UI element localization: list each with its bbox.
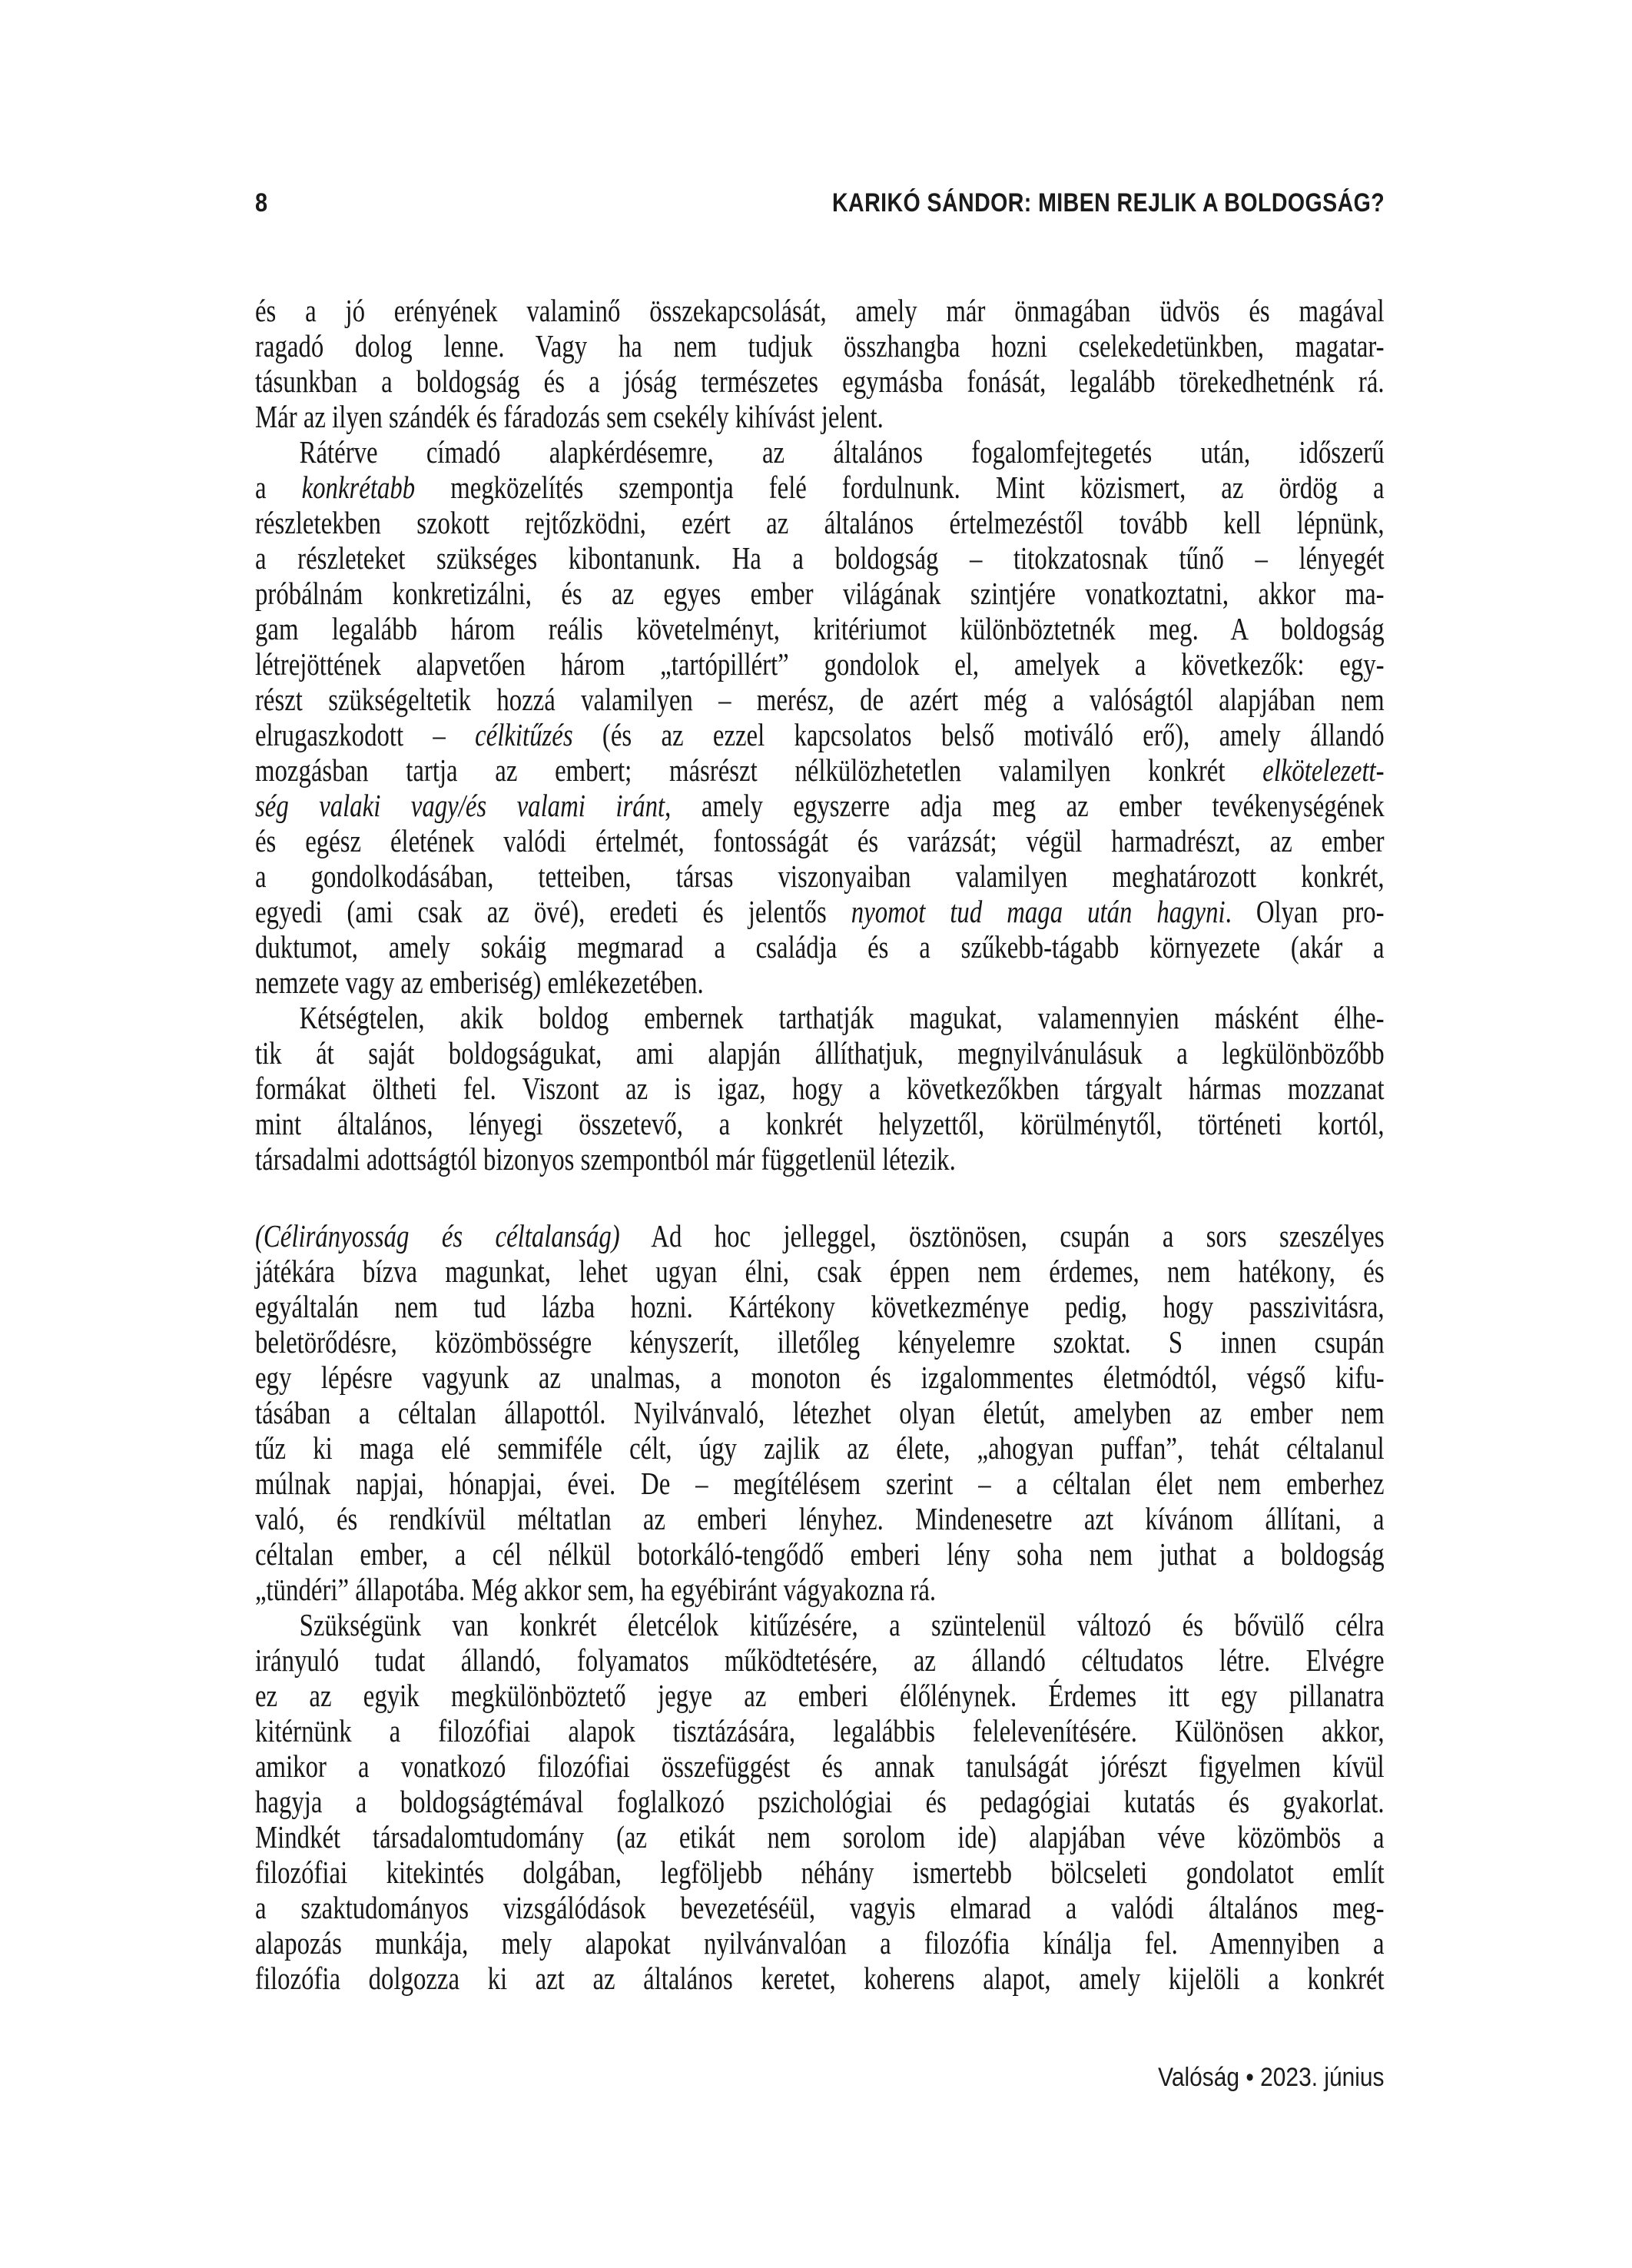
text-run: Ad hoc jelleggel, ösztönösen, csupán a sors szeszélyes bbox=[619, 1218, 1385, 1254]
text-run: filozófiai kitekintés dolgában, legföljebb néhány ismertebb bölcseleti gondolatot említ bbox=[255, 1855, 1385, 1890]
text-line bbox=[255, 1035, 1385, 1071]
italic-text-run: konkrétabb bbox=[301, 470, 416, 505]
text-run: amikor a vonatkozó filozófiai összefüggést és annak tanulságát jórészt figyelmen kívül bbox=[255, 1748, 1385, 1784]
text-run: mozgásban tartja az embert; másrészt nélkülözhetetlen valamilyen konkrét bbox=[255, 752, 1263, 788]
text-run: tásában a céltalan állapottól. Nyilvánvaló, létezhet olyan életút, amelyben az ember nem bbox=[255, 1395, 1385, 1430]
text-line bbox=[255, 1466, 1385, 1501]
text-run: a gondolkodásában, tetteiben, társas viszonyaiban valamilyen meghatározott konkrét, bbox=[255, 858, 1385, 894]
text-run: egyáltalán nem tud lázba hozni. Kártékony következménye pedig, hogy passzivitásra, bbox=[255, 1289, 1385, 1324]
paragraph bbox=[255, 434, 1385, 1000]
text-line bbox=[255, 293, 1385, 328]
text-line bbox=[255, 434, 1385, 470]
text-run: kitérnünk a filozófiai alapok tisztázására, legalábbis felelevenítésére. Különösen akkor, bbox=[255, 1713, 1385, 1748]
text-line bbox=[255, 894, 1385, 929]
text-line bbox=[255, 823, 1385, 858]
italic-text-run: (Célirányosság és céltalanság) bbox=[255, 1218, 620, 1254]
text-run: alapozás munkája, mely alapokat nyilvánvalóan a filozófia kínálja fel. Amennyiben a bbox=[255, 1925, 1385, 1961]
text-run: egyedi (ami csak az övé), eredeti és jelentős bbox=[255, 894, 851, 929]
paragraph bbox=[255, 293, 1385, 434]
text-column bbox=[255, 293, 1385, 1996]
text-run: múlnak napjai, hónapjai, évei. De – megítélésem szerint – a céltalan élet nem emberhez bbox=[255, 1466, 1385, 1501]
text-run: tik át saját boldogságukat, ami alapján állíthatjuk, megnyilvánulásuk a legkülönbözőbb bbox=[255, 1035, 1385, 1071]
text-line bbox=[255, 1961, 1385, 1996]
text-run: . Olyan pro- bbox=[1225, 894, 1385, 929]
text-line bbox=[255, 505, 1385, 540]
text-run: gam legalább három reális követelményt, kritériumot különböztetnék meg. A boldogság bbox=[255, 611, 1385, 646]
text-line bbox=[255, 1141, 1385, 1177]
text-line bbox=[255, 1855, 1385, 1890]
text-line bbox=[255, 965, 1385, 1000]
text-line bbox=[255, 399, 1385, 434]
text-line bbox=[255, 1289, 1385, 1324]
text-line bbox=[255, 717, 1385, 752]
text-run: a bbox=[255, 470, 302, 505]
text-line bbox=[255, 1748, 1385, 1784]
text-line bbox=[255, 1713, 1385, 1748]
text-line bbox=[255, 1572, 1385, 1607]
paragraph bbox=[255, 1000, 1385, 1177]
text-line bbox=[255, 1784, 1385, 1819]
text-run: céltalan ember, a cél nélkül botorkáló-tengődő emberi lény soha nem juthat a boldogság bbox=[255, 1536, 1385, 1572]
italic-text-run: nyomot tud maga után hagyni bbox=[851, 894, 1226, 929]
italic-text-run: ség valaki vagy/és valami iránt bbox=[255, 788, 665, 823]
text-line bbox=[255, 1324, 1385, 1360]
text-run: és egész életének valódi értelmét, fontosságát és varázsát; végül harmadrészt, az ember bbox=[255, 823, 1385, 858]
text-run: a szaktudományos vizsgálódások bevezetéséül, vagyis elmarad a valódi általános meg- bbox=[255, 1890, 1385, 1925]
text-line bbox=[255, 1000, 1385, 1035]
text-line bbox=[255, 540, 1385, 576]
running-title: KARIKÓ SÁNDOR: MIBEN REJLIK A BOLDOGSÁG? bbox=[831, 188, 1385, 218]
text-line bbox=[255, 1819, 1385, 1855]
text-line bbox=[255, 1430, 1385, 1466]
text-run: mint általános, lényegi összetevő, a konkrét helyzettől, körülménytől, történeti kortól, bbox=[255, 1106, 1385, 1141]
text-run: létrejöttének alapvetően három „tartópillért” gondolok el, amelyek a következők: egy- bbox=[255, 646, 1385, 682]
text-run: irányuló tudat állandó, folyamatos működtetésére, az állandó céltudatos létre. Elvégre bbox=[255, 1642, 1385, 1678]
text-run: elrugaszkodott – bbox=[255, 717, 476, 752]
text-run: beletörődésre, közömbösségre kényszerít, illetőleg kényelemre szoktat. S innen csupán bbox=[255, 1324, 1385, 1360]
text-run: és a jó erényének valaminő összekapcsolását, amely már önmagában üdvös és magával bbox=[255, 293, 1385, 328]
text-line bbox=[255, 364, 1385, 399]
text-run: megközelítés szempontja felé fordulnunk. Mint közismert, az ördög a bbox=[415, 470, 1385, 505]
text-run: ez az egyik megkülönböztető jegye az emberi élőlénynek. Érdemes itt egy pillanatra bbox=[255, 1678, 1385, 1713]
journal-issue-label: Valóság • 2023. június bbox=[1158, 2063, 1385, 2092]
paragraph bbox=[255, 1218, 1385, 1607]
text-line bbox=[255, 1642, 1385, 1678]
text-run: Szükségünk van konkrét életcélok kitűzésére, a szüntelenül változó és bővülő célra bbox=[299, 1607, 1385, 1642]
text-run: (és az ezzel kapcsolatos belső motiváló erő), amely állandó bbox=[572, 717, 1385, 752]
text-run: Mindkét társadalomtudomány (az etikát nem sorolom ide) alapjában véve közömbös a bbox=[255, 1819, 1385, 1855]
text-line bbox=[255, 470, 1385, 505]
page-footer bbox=[255, 2063, 1385, 2093]
text-run: Már az ilyen szándék és fáradozás sem csekély kihívást jelent. bbox=[255, 399, 884, 434]
text-line bbox=[255, 1925, 1385, 1961]
text-run: filozófia dolgozza ki azt az általános keretet, koherens alapot, amely kijelöli a konkrét bbox=[255, 1961, 1385, 1996]
text-run: való, és rendkívül méltatlan az emberi lényhez. Mindenesetre azt kívánom állítani, a bbox=[255, 1501, 1385, 1536]
text-line bbox=[255, 752, 1385, 788]
text-line bbox=[255, 858, 1385, 894]
text-line bbox=[255, 1536, 1385, 1572]
text-run: próbálnám konkretizálni, és az egyes ember világának szintjére vonatkoztatni, akkor ma- bbox=[255, 576, 1385, 611]
text-run: formákat öltheti fel. Viszont az is igaz, hogy a következőkben tárgyalt hármas mozzanat bbox=[255, 1071, 1385, 1106]
text-line bbox=[255, 576, 1385, 611]
running-header bbox=[255, 188, 1385, 223]
text-line bbox=[255, 1890, 1385, 1925]
text-run: a részleteket szükséges kibontanunk. Ha a boldogság – titokzatosnak tűnő – lényegét bbox=[255, 540, 1385, 576]
text-line bbox=[255, 1360, 1385, 1395]
text-line bbox=[255, 682, 1385, 717]
text-line bbox=[255, 788, 1385, 823]
text-line bbox=[255, 1218, 1385, 1254]
text-run: játékára bízva magunkat, lehet ugyan élni, csak éppen nem érdemes, nem hatékony, és bbox=[255, 1254, 1385, 1289]
page-number: 8 bbox=[255, 188, 268, 218]
text-line bbox=[255, 1395, 1385, 1430]
text-run: részletekben szokott rejtőzködni, ezért az általános értelmezéstől tovább kell lépnünk, bbox=[255, 505, 1385, 540]
text-line bbox=[255, 1254, 1385, 1289]
text-line bbox=[255, 1106, 1385, 1141]
text-line bbox=[255, 646, 1385, 682]
text-run: egy lépésre vagyunk az unalmas, a monoton és izgalommentes életmódtól, végső kifu- bbox=[255, 1360, 1385, 1395]
text-line bbox=[255, 1501, 1385, 1536]
text-run: tásunkban a boldogság és a jóság természetes egymásba fonását, legalább törekedhetnénk rá. bbox=[255, 364, 1385, 399]
italic-text-run: célkitűzés bbox=[475, 717, 573, 752]
text-run: duktumot, amely sokáig megmarad a családja és a szűkebb-tágabb környezete (akár a bbox=[255, 929, 1385, 965]
text-run: , amely egyszerre adja meg az ember tevékenységének bbox=[665, 788, 1385, 823]
text-run: társadalmi adottságtól bizonyos szempontból már függetlenül létezik. bbox=[255, 1141, 956, 1177]
text-run: „tündéri” állapotába. Még akkor sem, ha egyébiránt vágyakozna rá. bbox=[255, 1572, 937, 1607]
text-run: ragadó dolog lenne. Vagy ha nem tudjuk összhangba hozni cselekedetünkben, magatar- bbox=[255, 328, 1385, 364]
text-line bbox=[255, 1071, 1385, 1106]
text-line bbox=[255, 1607, 1385, 1642]
text-run: Rátérve címadó alapkérdésemre, az általános fogalomfejtegetés után, időszerű bbox=[299, 434, 1385, 470]
text-line bbox=[255, 1678, 1385, 1713]
italic-text-run: elkötelezett- bbox=[1262, 752, 1385, 788]
text-run: hagyja a boldogságtémával foglalkozó pszichológiai és pedagógiai kutatás és gyakorlat. bbox=[255, 1784, 1385, 1819]
text-line bbox=[255, 929, 1385, 965]
text-run: nemzete vagy az emberiség) emlékezetében. bbox=[255, 965, 704, 1000]
text-run: tűz ki maga elé semmiféle célt, úgy zajlik az élete, „ahogyan puffan”, tehát céltalanul bbox=[255, 1430, 1385, 1466]
text-line bbox=[255, 611, 1385, 646]
paragraph bbox=[255, 1607, 1385, 1996]
text-run: Kétségtelen, akik boldog embernek tarthatják magukat, valamennyien másként élhe- bbox=[299, 1000, 1385, 1035]
text-line bbox=[255, 328, 1385, 364]
text-run: részt szükségeltetik hozzá valamilyen – merész, de azért még a valóságtól alapjában nem bbox=[255, 682, 1385, 717]
